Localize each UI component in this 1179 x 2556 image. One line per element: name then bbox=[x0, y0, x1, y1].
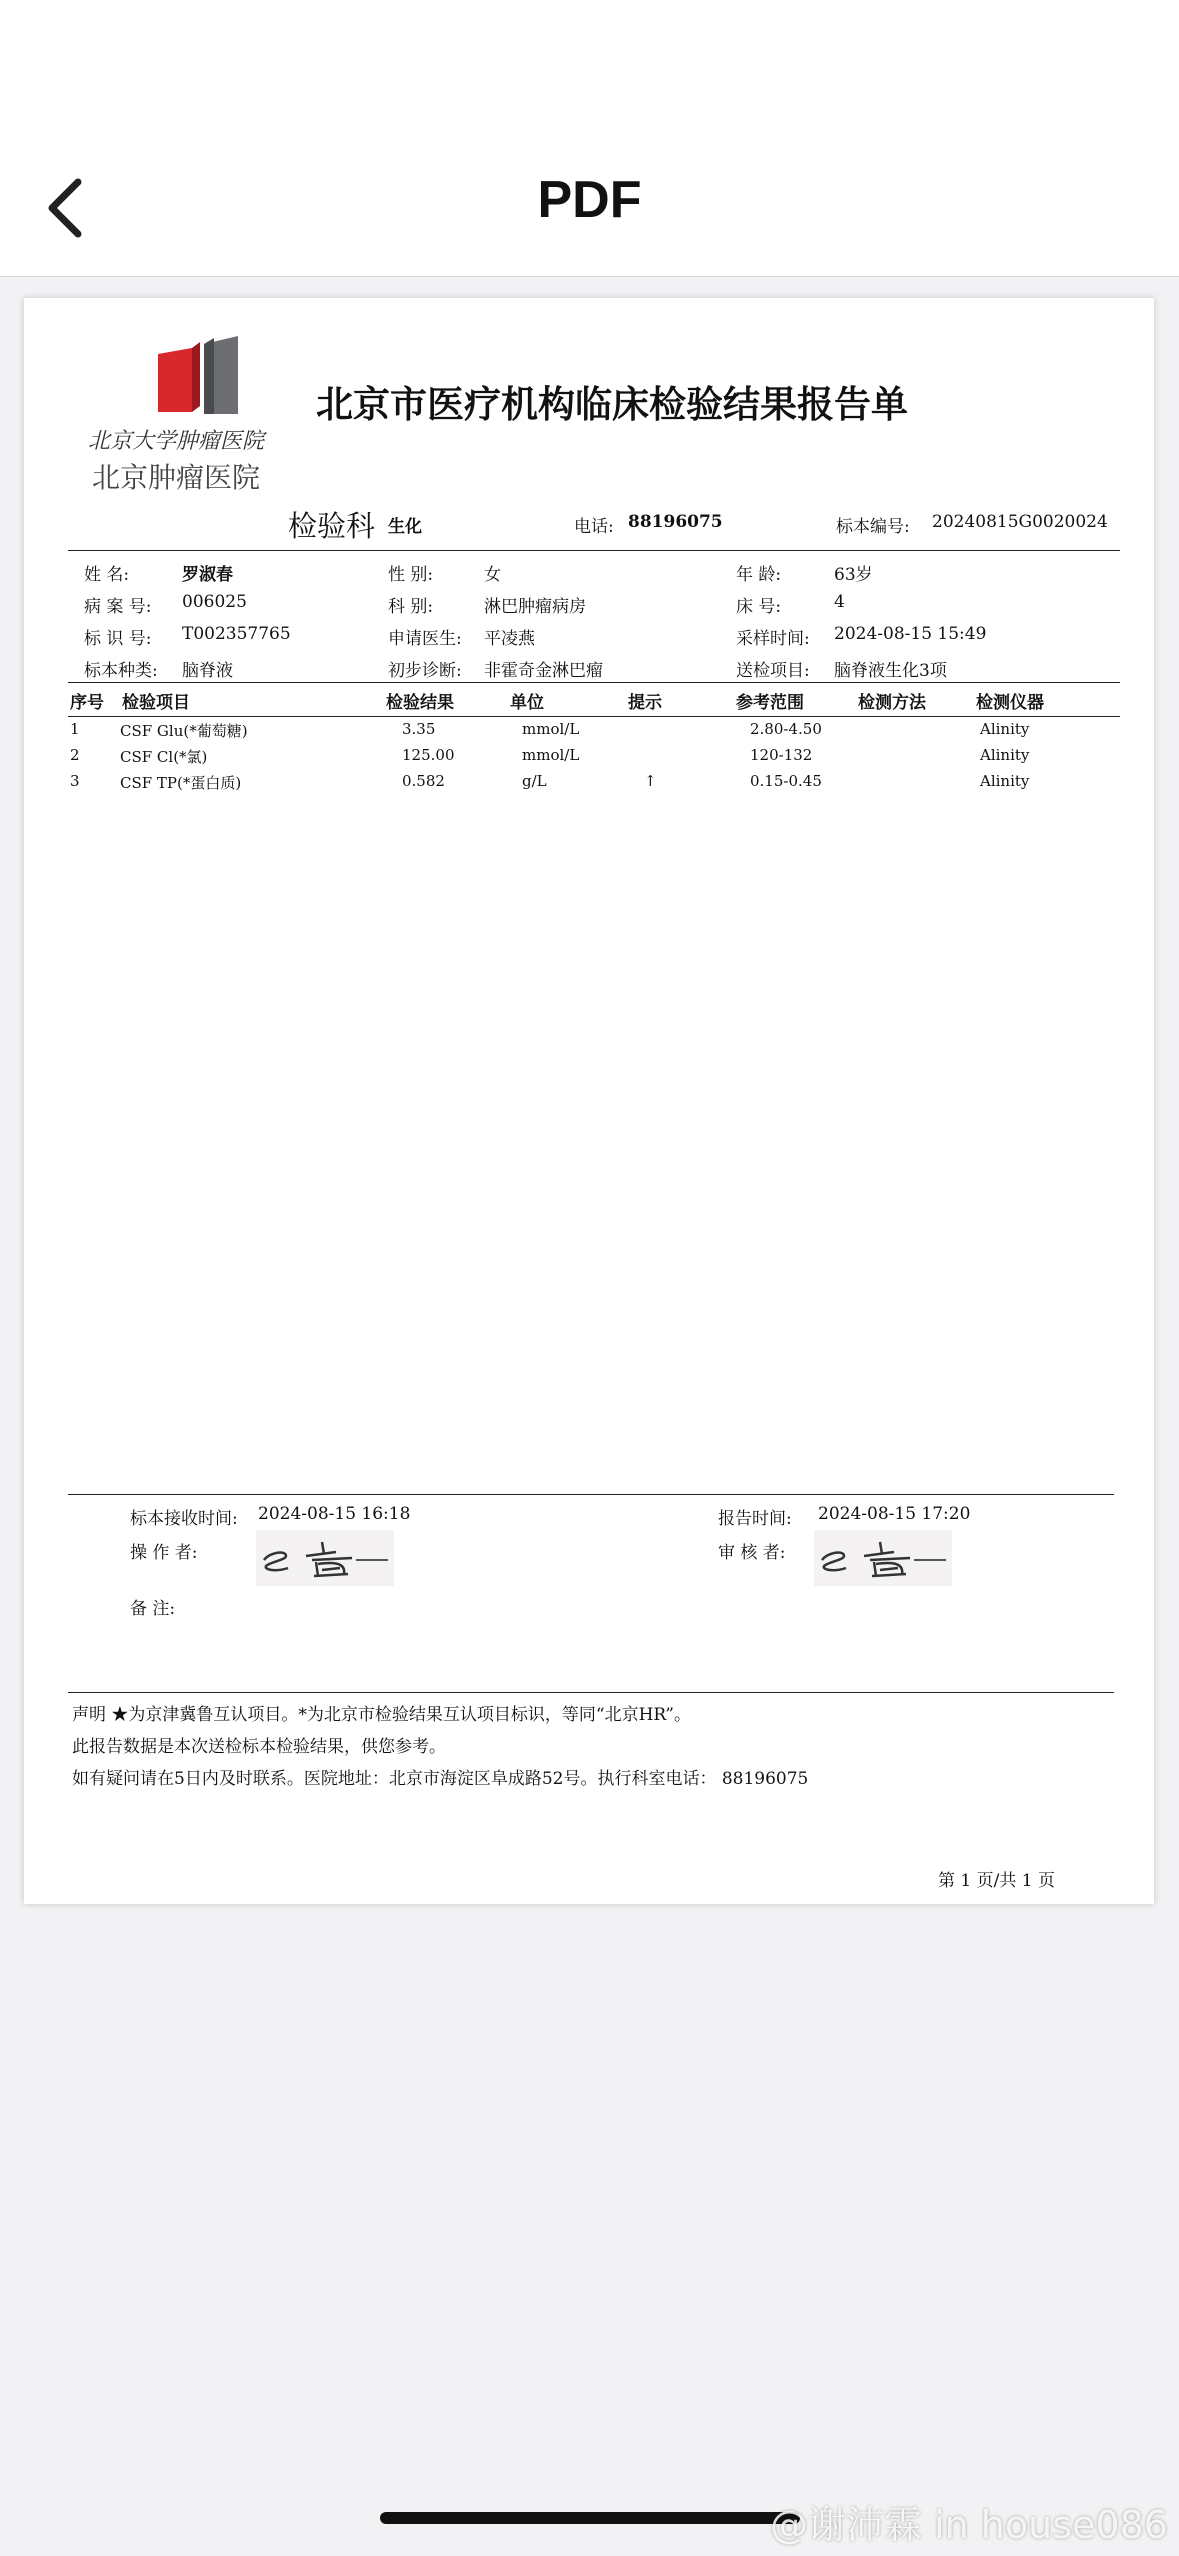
divider bbox=[68, 682, 1120, 683]
specimen-no-value: 20240815G0020024 bbox=[932, 512, 1108, 532]
report-title: 北京市医疗机构临床检验结果报告单 bbox=[316, 383, 908, 426]
divider bbox=[68, 550, 1120, 551]
row-result: 0.582 bbox=[402, 772, 445, 790]
phone-label: 电话: bbox=[574, 517, 614, 537]
sample-time-value: 2024-08-15 15:49 bbox=[834, 624, 987, 644]
remark-label: 备 注: bbox=[130, 1599, 176, 1619]
row-item: CSF Cl(*氯) bbox=[120, 748, 208, 766]
age-value: 63岁 bbox=[834, 565, 873, 585]
diagnosis-label: 初步诊断: bbox=[388, 661, 462, 681]
watermark: @谢沛霖 in house086 bbox=[770, 2503, 1168, 2547]
col-header-result: 检验结果 bbox=[386, 693, 454, 713]
row-result: 3.35 bbox=[402, 720, 436, 738]
col-header-ref: 参考范围 bbox=[736, 693, 804, 713]
row-ref: 2.80-4.50 bbox=[750, 720, 822, 738]
operator-label: 操 作 者: bbox=[130, 1543, 198, 1563]
row-instrument: Alinity bbox=[980, 720, 1030, 738]
row-hint-arrow: ↑ bbox=[644, 772, 657, 790]
pdf-page[interactable] bbox=[24, 298, 1154, 1904]
test-item-label: 送检项目: bbox=[736, 661, 810, 681]
report-time-label: 报告时间: bbox=[718, 1509, 792, 1529]
case-label: 病 案 号: bbox=[84, 597, 152, 617]
row-item: CSF Glu(*葡萄糖) bbox=[120, 722, 248, 740]
note-line: 此报告数据是本次送检标本检验结果，供您参考。 bbox=[72, 1737, 446, 1757]
id-label: 标 识 号: bbox=[84, 629, 152, 649]
row-unit: mmol/L bbox=[522, 720, 580, 738]
page-info: 第 1 页/共 1 页 bbox=[938, 1871, 1055, 1891]
row-unit: g/L bbox=[522, 772, 547, 790]
row-instrument: Alinity bbox=[980, 772, 1030, 790]
diagnosis-value: 非霍奇金淋巴瘤 bbox=[484, 661, 603, 681]
doctor-value: 平凌燕 bbox=[484, 629, 535, 649]
section-value: 淋巴肿瘤病房 bbox=[484, 597, 586, 617]
row-ref: 0.15-0.45 bbox=[750, 772, 822, 790]
sample-time-label: 采样时间: bbox=[736, 629, 810, 649]
sample-type-label: 标本种类: bbox=[84, 661, 158, 681]
receive-time-label: 标本接收时间: bbox=[130, 1509, 238, 1529]
hospital-logo-line2: 北京肿瘤医院 bbox=[92, 461, 261, 494]
dept-sub: 生化 bbox=[388, 517, 422, 537]
test-item-value: 脑脊液生化3项 bbox=[834, 661, 947, 681]
row-no: 1 bbox=[70, 720, 80, 738]
section-label: 科 别: bbox=[388, 597, 434, 617]
row-instrument: Alinity bbox=[980, 746, 1030, 764]
dept-label: 检验科 bbox=[288, 509, 376, 543]
operator-signature-icon bbox=[256, 1530, 394, 1586]
col-header-no: 序号 bbox=[70, 693, 104, 713]
col-header-instrument: 检测仪器 bbox=[976, 693, 1044, 713]
divider bbox=[68, 716, 1120, 717]
col-header-unit: 单位 bbox=[510, 693, 544, 713]
col-header-method: 检测方法 bbox=[858, 693, 926, 713]
bed-value: 4 bbox=[834, 592, 845, 612]
note-line: 如有疑问请在5日内及时联系。医院地址：北京市海淀区阜成路52号。执行科室电话： 88196075 bbox=[72, 1769, 809, 1789]
reviewer-signature-icon bbox=[814, 1530, 952, 1586]
divider bbox=[68, 1692, 1114, 1693]
doctor-label: 申请医生: bbox=[388, 629, 462, 649]
nav-bar bbox=[0, 0, 1179, 277]
phone-value: 88196075 bbox=[628, 512, 723, 532]
case-value: 006025 bbox=[182, 592, 247, 612]
age-label: 年 龄: bbox=[736, 565, 782, 585]
row-no: 2 bbox=[70, 746, 80, 764]
hospital-logo-icon bbox=[152, 334, 242, 418]
name-label: 姓 名: bbox=[84, 565, 130, 585]
bed-label: 床 号: bbox=[736, 597, 782, 617]
id-value: T002357765 bbox=[182, 624, 291, 644]
col-header-item: 检验项目 bbox=[122, 693, 190, 713]
page-title: PDF bbox=[537, 171, 642, 229]
hospital-logo-line1: 北京大学肿瘤医院 bbox=[88, 429, 265, 454]
note-line: 声明 ★为京津冀鲁互认项目。*为北京市检验结果互认项目标识，等同“北京HR”。 bbox=[72, 1705, 691, 1725]
home-indicator[interactable] bbox=[380, 2512, 800, 2524]
patient-name: 罗淑春 bbox=[182, 565, 233, 585]
receive-time-value: 2024-08-15 16:18 bbox=[258, 1504, 411, 1524]
report-time-value: 2024-08-15 17:20 bbox=[818, 1504, 971, 1524]
specimen-no-label: 标本编号: bbox=[836, 517, 910, 537]
row-ref: 120-132 bbox=[750, 746, 813, 764]
sample-type-value: 脑脊液 bbox=[182, 661, 233, 681]
row-item: CSF TP(*蛋白质) bbox=[120, 774, 242, 792]
reviewer-label: 审 核 者: bbox=[718, 1543, 786, 1563]
gender-label: 性 别: bbox=[388, 565, 434, 585]
gender-value: 女 bbox=[484, 565, 501, 585]
row-result: 125.00 bbox=[402, 746, 455, 764]
divider bbox=[68, 1494, 1114, 1495]
row-no: 3 bbox=[70, 772, 80, 790]
col-header-hint: 提示 bbox=[628, 693, 662, 713]
row-unit: mmol/L bbox=[522, 746, 580, 764]
